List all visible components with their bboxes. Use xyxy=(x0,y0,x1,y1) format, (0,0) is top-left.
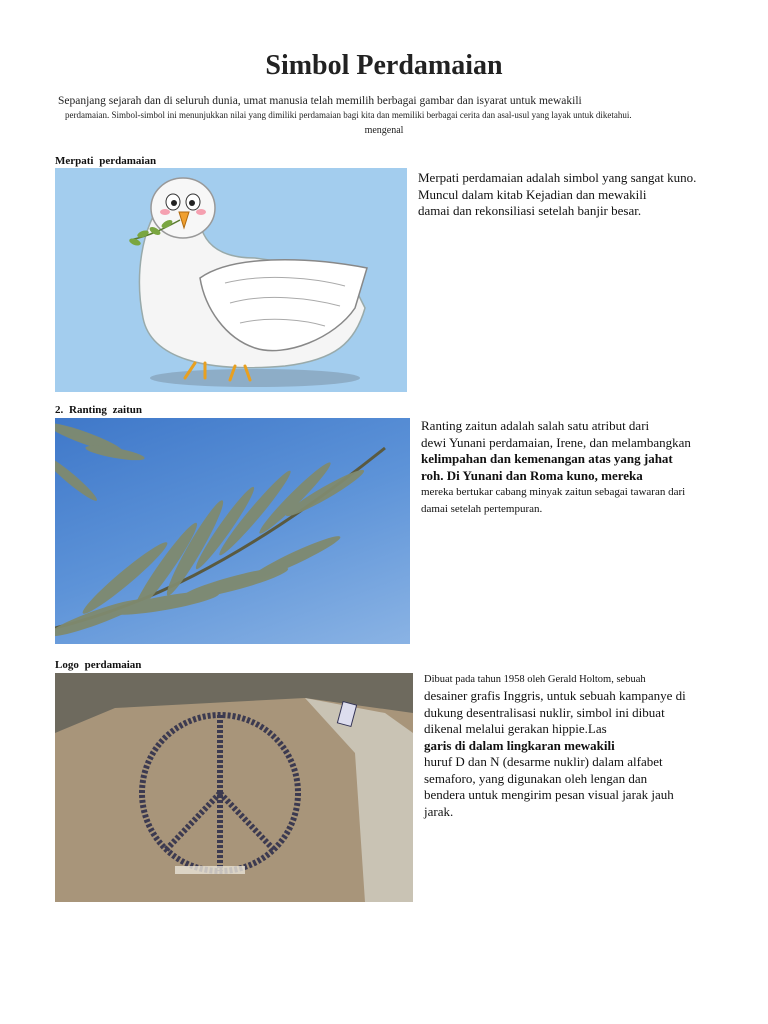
dove-icon xyxy=(55,168,407,392)
olive-branch-photo xyxy=(55,418,410,644)
section-label-dove: Merpati perdamaian xyxy=(55,155,157,167)
section-text-olive: Ranting zaitun adalah salah satu atribut dari dewi Yunani perdamaian, Irene, dan melambangkan kelimpahan dan kemenangan atas yang jahat roh. Di Yunani dan Roma kuno, mereka mereka bertukar cabang minyak zaitun sebagai tawaran dari damai setelah pertempuran. xyxy=(421,418,691,515)
peace-sign-icon xyxy=(55,673,413,902)
page-title: Simbol Perdamaian xyxy=(265,50,503,81)
intro-line-2: perdamaian. Simbol-simbol ini menunjukkan nilai yang dimiliki perdamaian bagi kita dan memiliki berbagai cerita dan asal-usul yang layak untuk diketahui. xyxy=(65,110,632,120)
dove-illustration xyxy=(55,168,407,392)
section-label-peace-logo: Logo perdamaian xyxy=(55,659,142,671)
intro-line-3: mengenal xyxy=(364,125,404,136)
olive-branch-icon xyxy=(55,418,410,644)
intro-line-1: Sepanjang sejarah dan di seluruh dunia, umat manusia telah memilih berbagai gambar dan isyarat untuk mewakili xyxy=(58,95,582,107)
section-text-dove: Merpati perdamaian adalah simbol yang sangat kuno. Muncul dalam kitab Kejadian dan mewakili damai dan rekonsiliasi setelah banjir besar. xyxy=(418,170,697,218)
section-text-peace-logo: Dibuat pada tahun 1958 oleh Gerald Holtom, sebuah desainer grafis Inggris, untuk sebuah kampanye di dukung desentralisasi nuklir, simbol ini dibuat dikenal melalui gerakan hippie.Las garis di dalam lingkaran mewakili huruf D dan N (desarme nuklir) dalam alfabet semaforo, yang digunakan oleh lengan dan bendera untuk mengirim pesan visual jarak jauh jarak. xyxy=(424,674,686,819)
section-label-olive: 2. Ranting zaitun xyxy=(55,404,142,416)
peace-sign-aerial-photo xyxy=(55,673,413,902)
